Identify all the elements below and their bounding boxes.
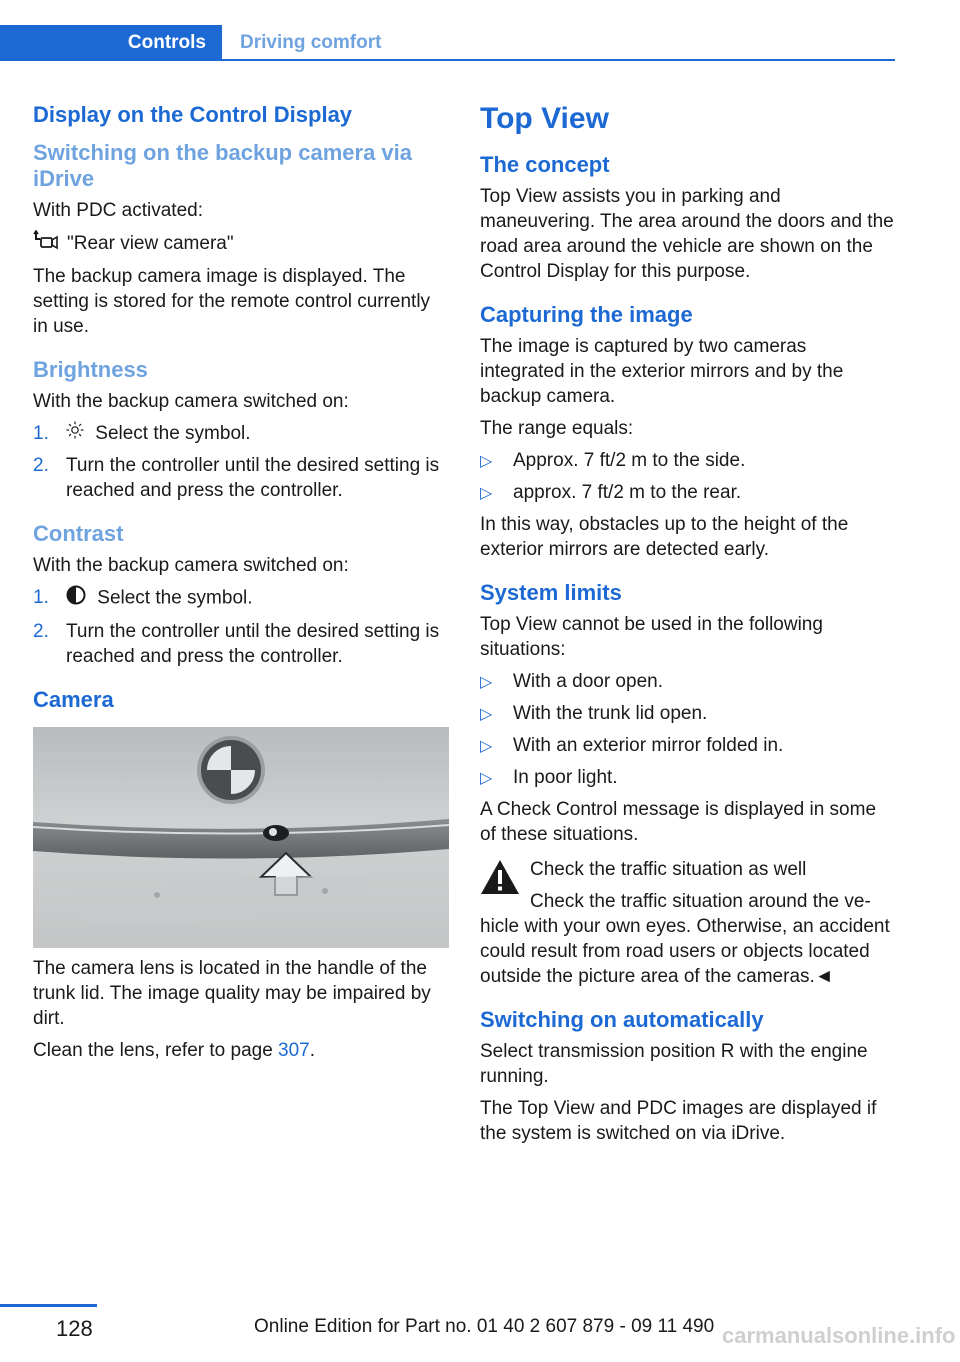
limits-list (480, 669, 896, 790)
heading-contrast: Contrast (33, 521, 124, 547)
brightness-sun-icon (66, 421, 84, 446)
list-item-text: With an exterior mirror folded in. (513, 735, 784, 756)
clean-prefix: Clean the lens, refer to page (33, 1040, 279, 1062)
range-intro: The range equals: (480, 418, 634, 439)
pdc-activated-text: With PDC activated: (33, 200, 203, 221)
bullet-triangle-icon: ▷ (480, 453, 493, 470)
brightness-steps (33, 421, 449, 503)
heading-switching-on-backup-camera: Switching on the backup camera via iDrive (33, 140, 412, 191)
menu-item-rear-view-camera: "Rear view camera" (67, 233, 234, 254)
warning-triangle-icon (480, 859, 520, 902)
edition-text: Online Edition for Part no. 01 40 2 607 879 - 09 11 490 (254, 1316, 715, 1337)
step-text: Select the symbol. (95, 423, 251, 444)
list-item-text: Approx. 7 ft/2 m to the side. (513, 450, 746, 471)
step-number: 1. (33, 587, 49, 609)
step-text: Select the symbol. (97, 588, 253, 609)
bullet-triangle-icon: ▷ (480, 674, 493, 691)
list-item-text: approx. 7 ft/2 m to the rear. (513, 482, 742, 503)
bullet-triangle-icon: ▷ (480, 770, 493, 787)
contrast-steps (33, 585, 449, 669)
list-item (33, 453, 449, 503)
clean-lens-text (33, 1038, 449, 1063)
heading-brightness: Brightness (33, 357, 148, 382)
list-item (33, 421, 449, 446)
camera-lens-text: The camera lens is located in the handle of the trunk lid. The image quality may be impaired by dirt. (33, 958, 431, 1030)
limits-intro: Top View cannot be used in the following situations: (480, 614, 823, 660)
auto-text-2: The Top View and PDC images are displayed if the system is switched on via iDrive. (480, 1098, 877, 1144)
list-item-text: In poor light. (513, 767, 618, 788)
setting-stored-text: The backup camera image is displayed. The setting is stored for the remote control currently in use. (33, 266, 431, 337)
list-item (480, 701, 896, 726)
clean-suffix: . (309, 1040, 316, 1062)
list-item (480, 480, 896, 505)
heading-the-concept: The concept (480, 152, 610, 177)
list-item (480, 733, 896, 758)
concept-text: Top View assists you in parking and maneuvering. The area around the doors and the road area around the vehicle are shown on the Control Display for this purpose. (480, 186, 894, 282)
brightness-intro: With the backup camera switched on: (33, 391, 349, 412)
heading-switching-on-automatically: Switching on automatically (480, 1007, 764, 1032)
limits-outro: A Check Control message is displayed in some of these situations. (480, 799, 877, 845)
tab-driving-comfort[interactable]: Driving comfort (240, 32, 382, 53)
backup-camera-photo (33, 727, 449, 948)
bullet-triangle-icon: ▷ (480, 738, 493, 755)
footer-rule (0, 1304, 97, 1307)
step-number: 2. (33, 621, 49, 643)
step-text: Turn the controller until the desired setting is reached and press the controller. (66, 455, 440, 502)
capture-text: The image is captured by two cameras integrated in the exterior mirrors and by the backup camera. (480, 336, 844, 407)
left-column (33, 98, 449, 1070)
camera-menu-icon (33, 230, 59, 257)
warning-box (480, 857, 896, 989)
range-list (480, 448, 896, 505)
bullet-triangle-icon: ▷ (480, 706, 493, 723)
contrast-icon (66, 585, 86, 612)
tab-controls[interactable]: Controls (0, 25, 222, 61)
list-item (33, 585, 449, 612)
header-tabbar (0, 25, 895, 61)
list-item (33, 619, 449, 669)
auto-text-1: Select transmission position R with the engine running. (480, 1041, 868, 1087)
list-item-text: With a door open. (513, 671, 663, 692)
warning-text: hicle with your own eyes. Otherwise, an accident could result from road users or objects located outside the picture area of the cameras.◄ (480, 916, 890, 987)
list-item-text: With the trunk lid open. (513, 703, 708, 724)
page-reference-link[interactable]: 307 (278, 1040, 310, 1062)
header-rule (0, 59, 895, 61)
page-title: Top View (480, 102, 609, 135)
step-number: 1. (33, 423, 49, 444)
heading-capturing-the-image: Capturing the image (480, 302, 693, 327)
heading-system-limits: System limits (480, 580, 622, 605)
warning-line-2: Check the traffic situation around the ve- (530, 891, 871, 912)
list-item (480, 765, 896, 790)
heading-display-on-control-display: Display on the Control Display (33, 102, 353, 127)
contrast-intro: With the backup camera switched on: (33, 555, 349, 577)
right-column (480, 98, 896, 1153)
range-outro: In this way, obstacles up to the height of the exterior mirrors are detected early. (480, 514, 849, 560)
list-item (480, 669, 896, 694)
step-text: Turn the controller until the desired setting is reached and press the controller. (66, 621, 440, 668)
list-item (480, 448, 896, 473)
bullet-triangle-icon: ▷ (480, 485, 493, 502)
heading-camera: Camera (33, 687, 114, 713)
watermark: carmanualsonline.info (722, 1323, 956, 1348)
page-number: 128 (56, 1316, 93, 1341)
menu-path (33, 230, 449, 257)
step-number: 2. (33, 455, 49, 477)
warning-title: Check the traffic situation as well (530, 859, 807, 880)
